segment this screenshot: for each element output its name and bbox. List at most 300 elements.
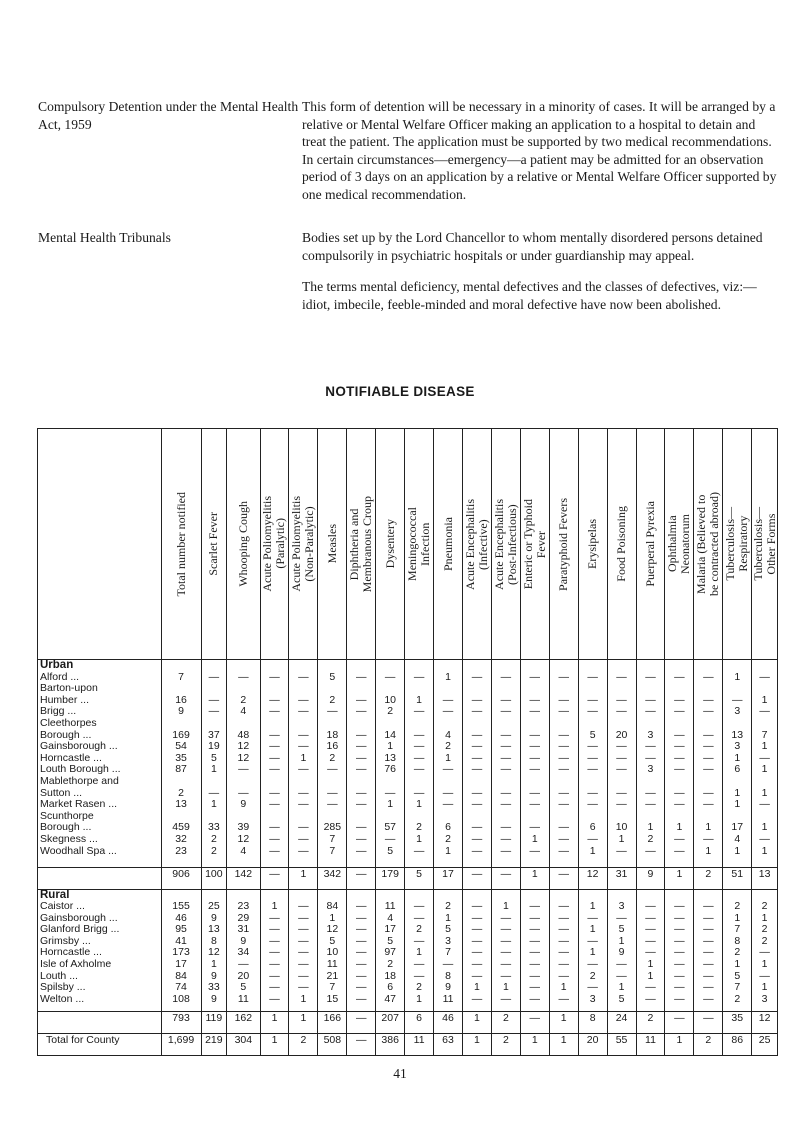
group-name: Urban xyxy=(40,660,74,671)
data-value: — xyxy=(298,764,309,776)
data-value: — xyxy=(384,833,396,845)
data-value: 2 xyxy=(210,845,217,857)
value-column-cell xyxy=(549,660,578,868)
column-header xyxy=(318,429,347,660)
value-column-cell xyxy=(520,889,549,1012)
data-value: — xyxy=(558,993,569,1005)
data-value: — xyxy=(298,706,309,718)
data-value: — xyxy=(529,787,541,799)
data-value: 32 xyxy=(175,833,187,845)
county-total-value: 386 xyxy=(376,1034,405,1056)
group-total-value: 12 xyxy=(752,1012,778,1034)
county-total-value: 1 xyxy=(549,1034,578,1056)
data-value: 2 xyxy=(416,924,423,936)
data-value: — xyxy=(703,799,714,811)
column-header-label: Measles xyxy=(324,524,339,564)
data-value: — xyxy=(674,799,685,811)
data-value: — xyxy=(674,901,685,913)
column-header-label: Erysipelas xyxy=(585,519,600,569)
data-value: 1 xyxy=(734,959,741,971)
data-value: — xyxy=(500,993,512,1005)
column-header xyxy=(694,429,723,660)
column-header-label: Food Poisoning xyxy=(614,506,629,582)
data-value: 97 xyxy=(384,947,397,959)
data-value: — xyxy=(356,924,367,936)
data-value: 1 xyxy=(761,982,768,994)
column-header xyxy=(752,429,778,660)
data-value: — xyxy=(471,845,483,857)
data-value: 2 xyxy=(734,947,741,959)
data-value: — xyxy=(674,845,685,857)
data-value: — xyxy=(587,912,598,924)
data-value: — xyxy=(703,993,714,1005)
data-value: — xyxy=(208,671,220,683)
data-value: — xyxy=(616,671,627,683)
group-total-value: 1 xyxy=(462,1012,491,1034)
data-value: 2 xyxy=(329,694,336,706)
data-value: — xyxy=(674,947,685,959)
data-value: — xyxy=(327,787,338,799)
data-value: 1 xyxy=(445,671,451,683)
data-value: — xyxy=(703,706,714,718)
data-value: — xyxy=(703,924,714,936)
data-value: — xyxy=(558,671,569,683)
data-value: — xyxy=(529,970,541,982)
column-header-label: Diphtheria and Membranous Croup xyxy=(347,495,375,593)
data-value: 13 xyxy=(384,752,397,764)
county-total-value: 2 xyxy=(491,1034,520,1056)
data-value: — xyxy=(269,935,280,947)
data-value: — xyxy=(645,924,656,936)
data-value: — xyxy=(529,947,541,959)
data-value: 5 xyxy=(387,935,394,947)
data-value: 5 xyxy=(210,752,217,764)
data-value: 11 xyxy=(442,993,454,1005)
data-value: 39 xyxy=(237,822,250,834)
page-number: 41 xyxy=(393,1066,407,1081)
data-value: 1 xyxy=(647,959,654,971)
county-total-value: 11 xyxy=(405,1034,434,1056)
data-value: — xyxy=(500,924,512,936)
group-total-value: 1 xyxy=(520,867,549,889)
data-value: — xyxy=(645,935,656,947)
data-value: — xyxy=(645,694,656,706)
data-value: — xyxy=(759,671,770,683)
data-value: — xyxy=(558,729,569,741)
data-value: — xyxy=(356,947,367,959)
column-header xyxy=(434,429,463,660)
data-value: 1 xyxy=(589,845,596,857)
data-value: 47 xyxy=(384,993,397,1005)
row-label: Sutton ... xyxy=(40,787,83,799)
value-column-cell xyxy=(549,889,578,1012)
row-label: Brigg ... xyxy=(40,706,77,718)
data-value: — xyxy=(587,833,598,845)
data-value: 1 xyxy=(761,787,768,799)
data-value: — xyxy=(500,799,512,811)
data-value: 2 xyxy=(416,982,423,994)
county-total-value: 1 xyxy=(260,1034,289,1056)
data-value: 2 xyxy=(387,706,394,718)
data-value: 2 xyxy=(589,970,596,982)
data-value: — xyxy=(558,912,569,924)
data-value: — xyxy=(298,787,309,799)
group-total-value: 119 xyxy=(201,1012,227,1034)
data-value: 1 xyxy=(647,822,654,834)
data-value: 12 xyxy=(237,833,250,845)
data-value: 46 xyxy=(175,912,187,924)
data-value: 8 xyxy=(734,935,741,947)
data-value: — xyxy=(269,982,280,994)
data-value: — xyxy=(384,787,396,799)
value-column-cell xyxy=(318,889,347,1012)
data-value: 1 xyxy=(589,947,596,959)
data-value: — xyxy=(471,959,483,971)
data-value: 3 xyxy=(761,993,768,1005)
data-value: 9 xyxy=(210,993,217,1005)
group-total-value: 51 xyxy=(723,867,752,889)
data-value: — xyxy=(529,901,541,913)
table-heading: NOTIFIABLE DISEASE xyxy=(325,384,475,399)
data-value: — xyxy=(327,706,338,718)
value-column-cell xyxy=(289,660,318,868)
data-value: 5 xyxy=(589,729,596,741)
data-value: 13 xyxy=(731,729,744,741)
row-label: Skegness ... xyxy=(40,833,98,845)
data-value: — xyxy=(558,706,569,718)
data-value: 108 xyxy=(172,993,190,1005)
data-value: 23 xyxy=(175,845,187,857)
data-value: — xyxy=(587,706,598,718)
row-label-header xyxy=(38,429,162,660)
data-value: 12 xyxy=(208,947,220,959)
data-value: 11 xyxy=(384,901,396,913)
value-column-cell xyxy=(227,889,260,1012)
data-value: 1 xyxy=(300,752,307,764)
data-value: — xyxy=(269,959,280,971)
data-value: 57 xyxy=(384,822,397,834)
data-value: — xyxy=(356,901,367,913)
group-total-value: 17 xyxy=(434,867,463,889)
data-value: — xyxy=(413,752,425,764)
column-header-label: Paratyphoid Fevers xyxy=(556,497,571,591)
data-value: — xyxy=(703,912,714,924)
data-value: — xyxy=(759,752,770,764)
data-value: — xyxy=(269,729,280,741)
data-value: 20 xyxy=(237,970,250,982)
data-value: — xyxy=(529,764,541,776)
data-value: — xyxy=(759,833,770,845)
column-header-label: Whooping Cough xyxy=(235,501,250,587)
data-value: 10 xyxy=(615,822,628,834)
column-header xyxy=(462,429,491,660)
county-total-value: 1,699 xyxy=(161,1034,201,1056)
data-value: — xyxy=(558,694,569,706)
data-value: — xyxy=(413,845,425,857)
data-value: 11 xyxy=(237,993,249,1005)
data-value: 3 xyxy=(618,901,625,913)
data-value: 4 xyxy=(445,729,451,741)
data-value: 2 xyxy=(445,901,451,913)
column-header-label: Enteric or Typhoid Fever xyxy=(520,498,548,590)
data-value: — xyxy=(759,799,770,811)
data-value: — xyxy=(529,982,541,994)
data-value: — xyxy=(356,752,367,764)
value-column-cell xyxy=(434,889,463,1012)
data-value: — xyxy=(645,741,656,753)
table-header-row xyxy=(38,429,778,660)
data-value: — xyxy=(674,935,685,947)
data-value: — xyxy=(269,752,280,764)
data-value: — xyxy=(703,729,714,741)
group-total-value: 166 xyxy=(318,1012,347,1034)
group-total-value: 207 xyxy=(376,1012,405,1034)
data-value: — xyxy=(616,912,627,924)
group-total-value: 46 xyxy=(434,1012,463,1034)
column-header-label: Acute Encephalitis (Post-Infectious) xyxy=(491,498,519,590)
row-label: Gainsborough ... xyxy=(40,741,118,753)
data-value: 1 xyxy=(502,982,509,994)
data-value: — xyxy=(471,752,483,764)
column-header xyxy=(376,429,405,660)
data-value: 17 xyxy=(731,822,744,834)
data-value: — xyxy=(500,752,512,764)
data-value: — xyxy=(500,947,512,959)
county-total-value: 1 xyxy=(665,1034,694,1056)
data-value: 18 xyxy=(326,729,339,741)
value-column-cell xyxy=(318,660,347,868)
data-value: — xyxy=(356,706,367,718)
row-label: Cleethorpes xyxy=(40,717,97,729)
data-value: 84 xyxy=(175,970,187,982)
data-value: 23 xyxy=(237,901,250,913)
column-header-label: Acute Poliomyelitis (Non-Paralytic) xyxy=(289,496,317,592)
data-value: — xyxy=(703,959,714,971)
data-value: — xyxy=(558,764,569,776)
data-value: — xyxy=(529,671,541,683)
data-value: — xyxy=(442,694,454,706)
data-value: 169 xyxy=(172,729,190,741)
data-value: — xyxy=(442,764,454,776)
data-value: 15 xyxy=(326,993,339,1005)
data-value: — xyxy=(208,787,220,799)
definition-text: Bodies set up by the Lord Chancellor to whom mentally disordered persons detained compulsorily in psychiatric hospitals or under guardianship may appeal. xyxy=(302,230,763,263)
column-header xyxy=(520,429,549,660)
data-value: 25 xyxy=(208,901,220,913)
column-header xyxy=(201,429,227,660)
data-value: 16 xyxy=(326,741,339,753)
row-label: Woodhall Spa ... xyxy=(40,845,117,857)
county-total-value: 2 xyxy=(694,1034,723,1056)
data-value: 1 xyxy=(210,799,217,811)
data-value: — xyxy=(269,741,280,753)
value-column-cell xyxy=(723,660,752,868)
value-column-cell xyxy=(227,660,260,868)
data-value: — xyxy=(500,706,512,718)
group-total-value: 9 xyxy=(636,867,665,889)
data-value: — xyxy=(529,924,541,936)
data-value: — xyxy=(413,959,425,971)
data-value: — xyxy=(616,764,627,776)
row-label: Borough ... xyxy=(40,729,92,741)
column-header-label: Acute Encephalitis (Infective) xyxy=(462,498,490,590)
data-value: 17 xyxy=(384,924,397,936)
row-label: Barton-upon xyxy=(40,683,98,695)
definition-compulsory-detention xyxy=(38,98,778,203)
group-total-value: 2 xyxy=(491,1012,520,1034)
data-value: — xyxy=(587,741,598,753)
data-value: — xyxy=(356,833,367,845)
row-label: Gainsborough ... xyxy=(40,912,118,924)
data-value: 87 xyxy=(175,764,187,776)
data-value: — xyxy=(269,671,280,683)
data-value: — xyxy=(703,947,714,959)
data-value: — xyxy=(645,752,656,764)
data-value: — xyxy=(529,799,541,811)
data-value: — xyxy=(471,741,483,753)
data-value: 34 xyxy=(237,947,250,959)
data-value: 1 xyxy=(734,799,741,811)
data-value: 3 xyxy=(647,729,654,741)
column-header-label: Tuberculosis— Respiratory xyxy=(723,507,751,581)
data-value: — xyxy=(238,671,249,683)
data-value: 2 xyxy=(210,833,217,845)
group-body-row xyxy=(38,660,778,868)
row-label: Borough ... xyxy=(40,822,92,834)
data-value: — xyxy=(327,799,338,811)
data-value: 1 xyxy=(416,799,423,811)
group-total-value: 1 xyxy=(665,867,694,889)
data-value: — xyxy=(587,959,598,971)
data-value: 1 xyxy=(416,993,423,1005)
data-value: 33 xyxy=(208,822,220,834)
column-header xyxy=(636,429,665,660)
data-value: — xyxy=(356,729,367,741)
data-value: — xyxy=(413,901,425,913)
data-value: 4 xyxy=(240,845,247,857)
data-value: 12 xyxy=(326,924,339,936)
data-value: 3 xyxy=(734,706,741,718)
data-value: — xyxy=(703,671,714,683)
data-value: 7 xyxy=(445,947,451,959)
data-value: 7 xyxy=(329,845,336,857)
data-value: — xyxy=(269,947,280,959)
row-label: Louth Borough ... xyxy=(40,764,121,776)
data-value: — xyxy=(703,764,714,776)
data-value: 41 xyxy=(175,935,187,947)
data-value: 5 xyxy=(618,924,625,936)
data-value: — xyxy=(616,787,627,799)
data-value: 48 xyxy=(237,729,250,741)
data-value: — xyxy=(529,912,541,924)
data-value: — xyxy=(645,845,656,857)
data-value: 2 xyxy=(445,833,451,845)
data-value: 11 xyxy=(326,959,338,971)
group-total-value: 1 xyxy=(549,1012,578,1034)
data-value: — xyxy=(298,935,309,947)
data-value: — xyxy=(356,822,367,834)
data-value: 8 xyxy=(210,935,217,947)
group-total-value: 793 xyxy=(161,1012,201,1034)
data-value: — xyxy=(674,787,685,799)
column-header xyxy=(607,429,636,660)
data-value: — xyxy=(356,993,367,1005)
value-column-cell xyxy=(201,660,227,868)
data-value: 2 xyxy=(647,833,654,845)
data-value: 1 xyxy=(761,822,768,834)
data-value: 1 xyxy=(705,845,712,857)
data-value: 6 xyxy=(387,982,394,994)
notifiable-disease-table xyxy=(37,428,778,1056)
row-label: Grimsby ... xyxy=(40,935,91,947)
data-value: — xyxy=(471,671,483,683)
data-value: — xyxy=(616,752,627,764)
data-value: 285 xyxy=(323,822,342,834)
group-total-value: 100 xyxy=(201,867,227,889)
data-value: 1 xyxy=(618,833,625,845)
data-value: — xyxy=(558,741,569,753)
data-value: — xyxy=(558,959,569,971)
data-value: — xyxy=(529,752,541,764)
data-value: — xyxy=(471,822,483,834)
data-value: — xyxy=(703,741,714,753)
data-value: — xyxy=(500,764,512,776)
value-column-cell xyxy=(578,889,607,1012)
data-value: — xyxy=(616,959,627,971)
data-value: 12 xyxy=(237,741,250,753)
group-total-value: 12 xyxy=(578,867,607,889)
value-column-cell xyxy=(491,660,520,868)
group-total-value: — xyxy=(665,1012,694,1034)
data-value: 5 xyxy=(240,982,247,994)
data-value: — xyxy=(384,671,396,683)
value-column-cell xyxy=(462,660,491,868)
county-total-value: 508 xyxy=(318,1034,347,1056)
data-value: — xyxy=(413,935,425,947)
data-value: 9 xyxy=(240,799,247,811)
data-value: 1 xyxy=(647,970,654,982)
data-value: 155 xyxy=(172,901,190,913)
value-column-cell xyxy=(665,660,694,868)
data-value: — xyxy=(645,671,656,683)
data-value: 1 xyxy=(734,752,741,764)
data-value: — xyxy=(298,982,309,994)
column-header xyxy=(665,429,694,660)
column-header xyxy=(289,429,318,660)
group-total-value: 13 xyxy=(752,867,778,889)
data-value: — xyxy=(645,901,656,913)
group-totals-label xyxy=(38,867,162,889)
data-value: 7 xyxy=(734,924,741,936)
data-value: 5 xyxy=(445,924,451,936)
data-value: — xyxy=(413,912,425,924)
column-header-label: Puerperal Pyrexia xyxy=(642,501,657,587)
data-value: — xyxy=(759,970,770,982)
data-value: — xyxy=(269,706,280,718)
data-value: — xyxy=(674,741,685,753)
data-value: — xyxy=(703,752,714,764)
value-column-cell xyxy=(260,889,289,1012)
data-value: — xyxy=(298,694,309,706)
group-total-value: 179 xyxy=(376,867,405,889)
county-total-value: 55 xyxy=(607,1034,636,1056)
data-value: 1 xyxy=(271,901,278,913)
data-value: — xyxy=(442,787,454,799)
data-value: 35 xyxy=(175,752,187,764)
data-value: 2 xyxy=(329,752,336,764)
data-value: — xyxy=(616,706,627,718)
data-value: — xyxy=(413,729,425,741)
